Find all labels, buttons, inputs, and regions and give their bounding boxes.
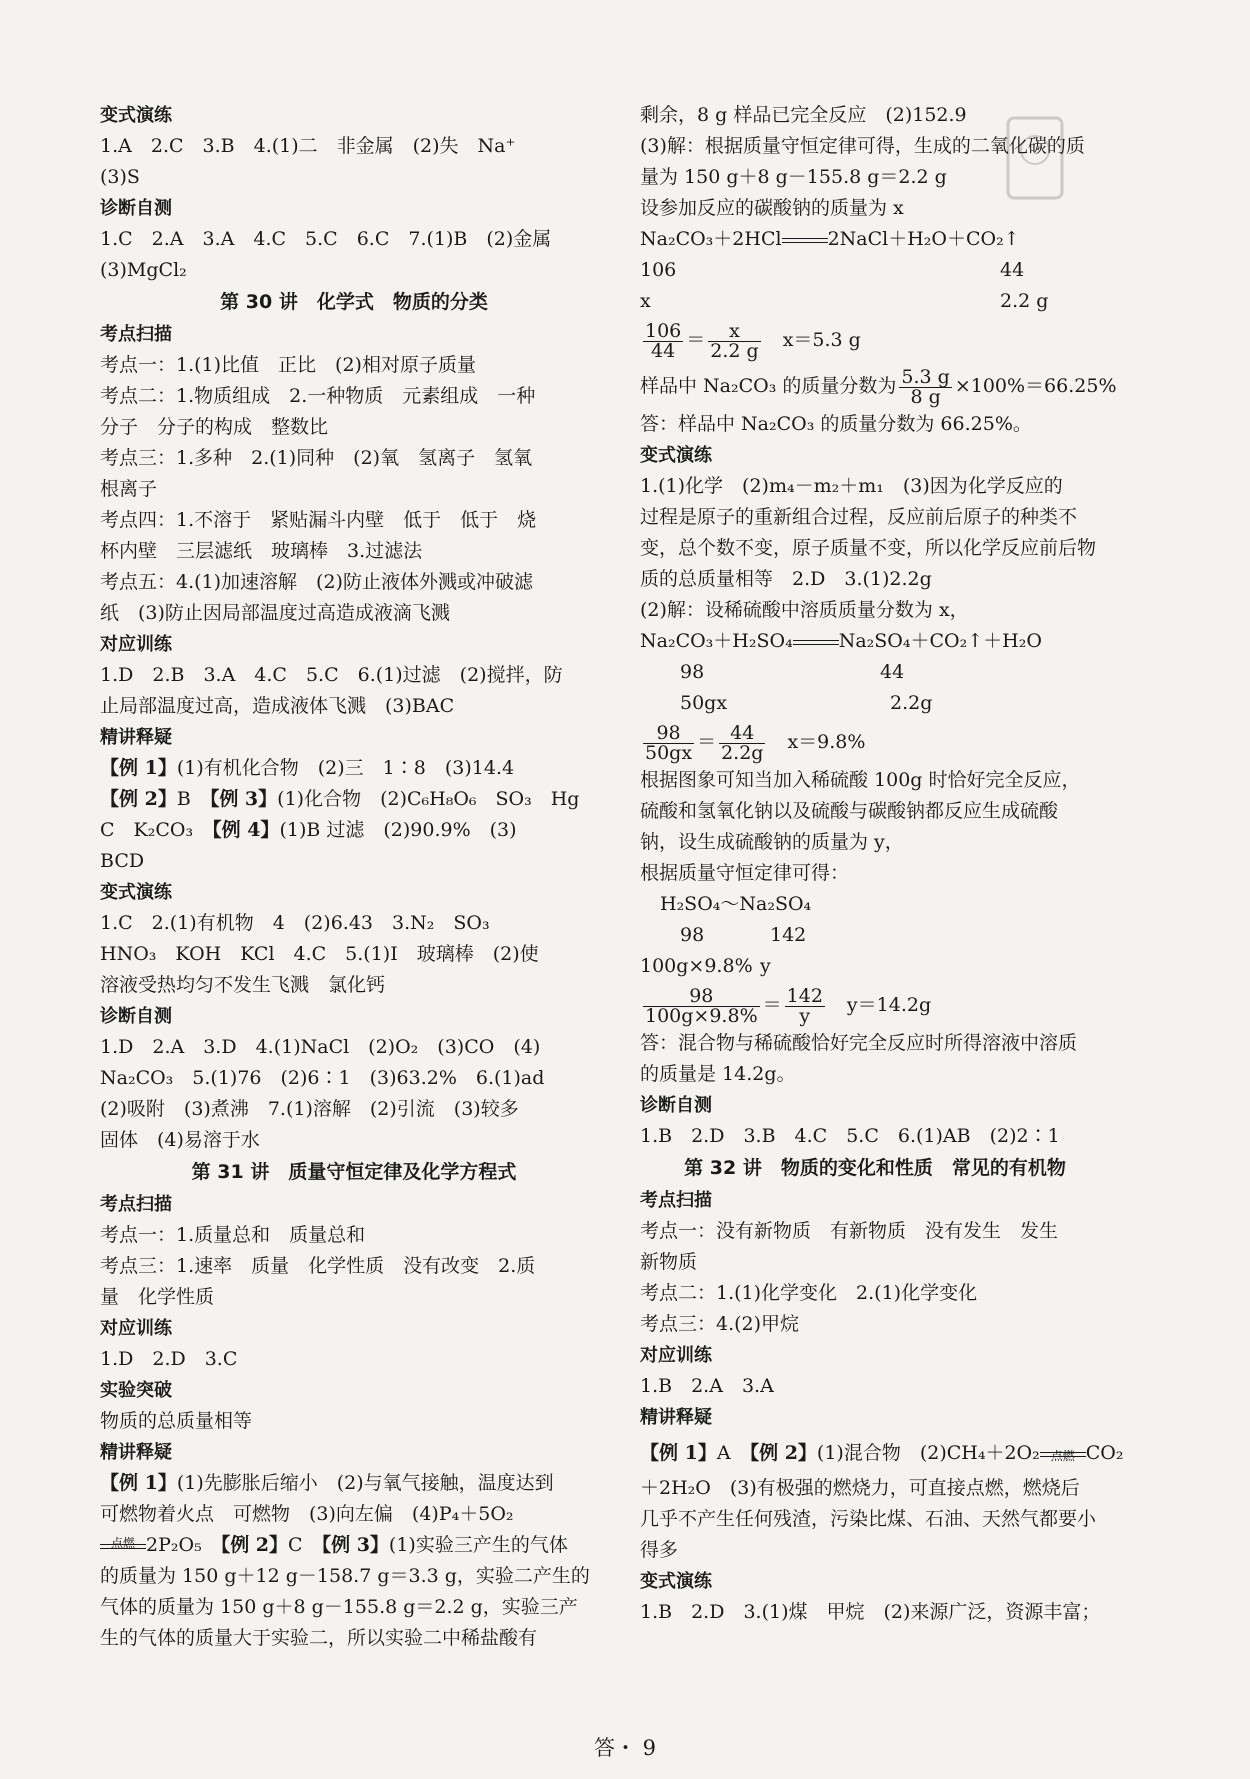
answer-line xyxy=(100,1468,608,1499)
answer-line: 考点五：4.(1)加速溶解 (2)防止液体外溅或冲破滤 xyxy=(100,571,533,593)
numerator: 44 xyxy=(719,724,765,744)
answer-line: 物质的总质量相等 xyxy=(100,1410,253,1432)
answer-line: (3)MgCl₂ xyxy=(100,259,187,281)
ratio-line xyxy=(640,286,1110,317)
answer-text: C xyxy=(288,1534,322,1556)
equals-sign: ＝ xyxy=(697,731,717,753)
result: y＝14.2g xyxy=(827,994,932,1016)
numerator: 106 xyxy=(645,319,682,342)
ratio-line xyxy=(640,688,1110,719)
fraction-line xyxy=(640,363,1117,409)
section-heading: 变式演练 xyxy=(100,105,172,126)
section-heading: 变式演练 xyxy=(640,1571,712,1592)
fraction xyxy=(643,319,683,362)
fraction xyxy=(643,984,760,1027)
numerator: x xyxy=(708,322,760,342)
lesson-title: 第 32 讲 物质的变化和性质 常见的有机物 xyxy=(684,1157,1066,1179)
answer-line: 钠，设生成硫酸钠的质量为 y， xyxy=(640,831,904,853)
answer-line xyxy=(100,1530,608,1561)
reaction-arrow xyxy=(100,1535,146,1550)
page-number: 答・ 9 xyxy=(593,1736,657,1760)
answer-line: 设参加反应的碳酸钠的质量为 x xyxy=(640,197,904,219)
answer-line: 考点一：1.(1)比值 正比 (2)相对原子质量 xyxy=(100,354,476,376)
example-tag: 【例 2】 xyxy=(220,1534,289,1556)
section-heading: 变式演练 xyxy=(640,445,712,466)
result: x＝9.8% xyxy=(768,731,866,753)
answer-line: 溶液受热均匀不发生飞溅 氯化钙 xyxy=(100,974,386,996)
ratio-line xyxy=(640,951,1110,982)
example-tag: 【例 1】 xyxy=(100,757,177,779)
answer-line: (3)S xyxy=(100,166,140,188)
ratio-line xyxy=(640,920,1110,951)
answer-line xyxy=(640,1433,1124,1473)
answer-line: 考点二：1.(1)化学变化 2.(1)化学变化 xyxy=(640,1282,978,1304)
result: ×100%＝66.25% xyxy=(954,375,1117,397)
right-column xyxy=(640,100,1124,1628)
answer-line: 的质量为 150 g＋12 g－158.7 g＝3.3 g，实验二产生的 xyxy=(100,1565,590,1587)
answer-line: 根据图象可知当加入稀硫酸 100g 时恰好完全反应， xyxy=(640,769,1081,791)
ratio-left: 106 xyxy=(640,259,677,281)
numerator: 142 xyxy=(786,984,823,1007)
answer-text: (1)混合物 (2)CH₄＋2O₂ xyxy=(816,1442,1040,1464)
answer-line: 固体 (4)易溶于水 xyxy=(100,1129,260,1151)
section-heading: 实验突破 xyxy=(100,1380,172,1401)
example-tag: 【例 1】 xyxy=(640,1442,717,1464)
fraction xyxy=(719,721,765,764)
example-tag: 【例 1】 xyxy=(100,1472,177,1494)
answer-line: 1.B 2.D 3.(1)煤 甲烷 (2)来源广泛，资源丰富； xyxy=(640,1601,1101,1623)
numerator: 5.3 g xyxy=(901,365,950,388)
reactants: Na₂CO₃＋H₂SO₄ xyxy=(640,630,793,652)
answer-line: 1.D 2.D 3.C xyxy=(100,1348,238,1370)
denominator: 2.2g xyxy=(721,741,764,764)
equals-sign: ＝ xyxy=(686,329,706,351)
denominator: 8 g xyxy=(910,385,941,408)
ratio-left: 50gx xyxy=(680,692,728,714)
example-tag: 【例 2】 xyxy=(100,788,177,810)
example-tag: 【例 4】 xyxy=(212,819,280,841)
answer-text: B xyxy=(176,788,210,810)
answer-text: A xyxy=(716,1442,750,1464)
ratio-right: 2.2g xyxy=(890,692,933,714)
fraction xyxy=(899,365,951,408)
answer-line: 杯内壁 三层滤纸 玻璃棒 3.过滤法 xyxy=(100,540,423,562)
answer-line: 1.A 2.C 3.B 4.(1)二 非金属 (2)失 Na⁺ xyxy=(100,135,516,157)
products: 2NaCl＋H₂O＋CO₂↑ xyxy=(827,228,1020,250)
answer-line: 1.(1)化学 (2)m₄－m₂＋m₁ (3)因为化学反应的 xyxy=(640,475,1063,497)
section-heading: 诊断自测 xyxy=(100,198,172,219)
answer-line: 剩余，8 g 样品已完全反应 (2)152.9 xyxy=(640,104,967,126)
fraction xyxy=(643,721,694,764)
lesson-title: 第 31 讲 质量守恒定律及化学方程式 xyxy=(191,1161,517,1183)
answer-line: 硫酸和氢氧化钠以及硫酸与碳酸钠都反应生成硫酸 xyxy=(640,800,1059,822)
answer-text: CO₂ xyxy=(1085,1442,1124,1464)
answer-text: (1)先膨胀后缩小 (2)与氧气接触，温度达到 xyxy=(176,1472,554,1494)
ratio-line xyxy=(640,657,1110,688)
answer-line: 1.C 2.A 3.A 4.C 5.C 6.C 7.(1)B (2)金属 xyxy=(100,228,552,250)
answer-line: 几乎不产生任何残渣，污染比煤、石油、天然气都要小 xyxy=(640,1508,1097,1530)
answer-line: 考点四：1.不溶于 紧贴漏斗内壁 低于 低于 烧 xyxy=(100,509,537,531)
ratio-right: 44 xyxy=(1000,259,1025,281)
section-heading: 对应训练 xyxy=(640,1345,712,1366)
numerator: 98 xyxy=(643,724,694,744)
section-heading: 诊断自测 xyxy=(640,1095,712,1116)
answer-line: 量 化学性质 xyxy=(100,1286,215,1308)
ratio-left: x xyxy=(640,290,651,312)
answer-text: C K₂CO₃ xyxy=(100,819,213,841)
fraction xyxy=(708,319,760,362)
section-heading: 考点扫描 xyxy=(640,1190,712,1211)
answer-text: (1)实验三产生的气体 xyxy=(388,1534,568,1556)
ratio-right: 2.2 g xyxy=(1000,290,1049,312)
ratio-left: 100g×9.8% xyxy=(640,955,753,977)
reaction-arrow xyxy=(793,640,839,645)
answer-line: 1.D 2.B 3.A 4.C 5.C 6.(1)过滤 (2)搅拌，防 xyxy=(100,664,563,686)
ratio-left: 98 xyxy=(680,661,705,683)
answer-text: 2P₂O₅ xyxy=(146,1534,221,1556)
answer-line: 得多 xyxy=(640,1539,679,1561)
example-tag: 【例 2】 xyxy=(749,1442,817,1464)
reaction-condition: 点燃 xyxy=(1050,1448,1075,1463)
answer-line: 1.D 2.A 3.D 4.(1)NaCl (2)O₂ (3)CO (4) xyxy=(100,1036,541,1058)
answer-text: (1)化合物 (2)C₆H₈O₆ SO₃ Hg xyxy=(277,788,580,810)
example-tag: 【例 3】 xyxy=(209,788,278,810)
answer-line: 考点三：1.速率 质量 化学性质 没有改变 2.质 xyxy=(100,1255,536,1277)
fraction-line xyxy=(640,317,1110,363)
answer-line: 气体的质量为 150 g＋8 g－155.8 g＝2.2 g，实验三产 xyxy=(100,1596,578,1618)
section-heading: 精讲释疑 xyxy=(100,1442,172,1463)
answer-line: 根离子 xyxy=(100,478,158,500)
answer-line: (2)解：设稀硫酸中溶质质量分数为 x， xyxy=(640,599,969,621)
answer-line: 1.C 2.(1)有机物 4 (2)6.43 3.N₂ SO₃ xyxy=(100,912,490,934)
equation-line xyxy=(640,224,1110,255)
answer-line: 质的总质量相等 2.D 3.(1)2.2g xyxy=(640,568,932,590)
answer-line xyxy=(100,753,608,784)
section-heading: 考点扫描 xyxy=(100,324,172,345)
answer-line: 考点二：1.物质组成 2.一种物质 元素组成 一种 xyxy=(100,385,536,407)
denominator: y xyxy=(799,1004,811,1027)
stamp-icon xyxy=(1000,110,1070,205)
products: Na₂SO₄＋CO₂↑＋H₂O xyxy=(838,630,1042,652)
answer-line: 根据质量守恒定律可得： xyxy=(640,862,850,884)
section-heading: 诊断自测 xyxy=(100,1006,172,1027)
answer-line: 止局部温度过高，造成液体飞溅 (3)BAC xyxy=(100,695,455,717)
ratio-left: 98 xyxy=(680,924,705,946)
answer-line: 考点三：1.多种 2.(1)同种 (2)氧 氢离子 氢氧 xyxy=(100,447,533,469)
answer-text: (1)有机化合物 (2)三 1∶8 (3)14.4 xyxy=(176,757,515,779)
section-heading: 精讲释疑 xyxy=(640,1407,712,1428)
answer-line xyxy=(100,815,608,846)
answer-text: 样品中 Na₂CO₃ 的质量分数为 xyxy=(640,375,897,397)
answer-line: (2)吸附 (3)煮沸 7.(1)溶解 (2)引流 (3)较多 xyxy=(100,1098,519,1120)
answer-line: Na₂CO₃ 5.(1)76 (2)6∶1 (3)63.2% 6.(1)ad xyxy=(100,1067,545,1089)
answer-line: 纸 (3)防止因局部温度过高造成液滴飞溅 xyxy=(100,602,450,624)
ratio-right: y xyxy=(760,955,771,977)
answer-line: 可燃物着火点 可燃物 (3)向左偏 (4)P₄＋5O₂ xyxy=(100,1503,514,1525)
section-heading: 考点扫描 xyxy=(100,1194,172,1215)
fraction xyxy=(785,984,825,1027)
answer-line: H₂SO₄～Na₂SO₄ xyxy=(660,893,812,915)
reaction-arrow xyxy=(1040,1448,1086,1463)
example-tag: 【例 3】 xyxy=(321,1534,389,1556)
answer-line: 的质量是 14.2g。 xyxy=(640,1063,796,1085)
denominator: 2.2 g xyxy=(710,339,759,362)
answer-line: 1.B 2.D 3.B 4.C 5.C 6.(1)AB (2)2∶1 xyxy=(640,1125,1060,1147)
result: x＝5.3 g xyxy=(763,329,861,351)
denominator: 44 xyxy=(651,339,676,362)
fraction-line xyxy=(640,982,1110,1028)
ratio-right: 44 xyxy=(880,661,905,683)
section-heading: 对应训练 xyxy=(100,634,172,655)
answer-line: BCD xyxy=(100,850,145,872)
answer-line: (3)解：根据质量守恒定律可得，生成的二氧化碳的质 xyxy=(640,135,1085,157)
equals-sign: ＝ xyxy=(762,994,782,1016)
answer-line xyxy=(100,784,608,815)
answer-line: 考点一：1.质量总和 质量总和 xyxy=(100,1224,366,1246)
left-column xyxy=(100,100,608,1654)
answer-line: 考点三：4.(2)甲烷 xyxy=(640,1313,800,1335)
answer-text: (1)B 过滤 (2)90.9% (3) xyxy=(279,819,517,841)
equation-line xyxy=(640,626,1110,657)
section-heading: 对应训练 xyxy=(100,1318,172,1339)
answer-line: 分子 分子的构成 整数比 xyxy=(100,416,329,438)
answer-line: 变，总个数不变，原子质量不变，所以化学反应前后物 xyxy=(640,537,1097,559)
ratio-line xyxy=(640,255,1110,286)
fraction-line xyxy=(640,719,1110,765)
numerator: 98 xyxy=(643,987,760,1007)
lesson-title: 第 30 讲 化学式 物质的分类 xyxy=(220,291,488,313)
section-heading: 精讲释疑 xyxy=(100,727,172,748)
reactants: Na₂CO₃＋2HCl xyxy=(640,228,782,250)
section-heading: 变式演练 xyxy=(100,882,172,903)
answer-line: ＋2H₂O (3)有极强的燃烧力，可直接点燃，燃烧后 xyxy=(640,1477,1080,1499)
answer-line: 过程是原子的重新组合过程，反应前后原子的种类不 xyxy=(640,506,1078,528)
denominator: 50gx xyxy=(645,741,693,764)
answer-line: 生的气体的质量大于实验二，所以实验二中稀盐酸有 xyxy=(100,1627,538,1649)
denominator: 100g×9.8% xyxy=(645,1004,758,1027)
answer-line: 考点一：没有新物质 有新物质 没有发生 发生 xyxy=(640,1220,1059,1242)
answer-line: 答：样品中 Na₂CO₃ 的质量分数为 66.25%。 xyxy=(640,413,1032,435)
reaction-arrow xyxy=(782,238,828,243)
answer-line: 量为 150 g＋8 g－155.8 g＝2.2 g xyxy=(640,166,947,188)
answer-line: 1.B 2.A 3.A xyxy=(640,1375,774,1397)
ratio-right: 142 xyxy=(770,924,807,946)
reaction-condition: 点燃 xyxy=(110,1535,135,1550)
answer-line: 答：混合物与稀硫酸恰好完全反应时所得溶液中溶质 xyxy=(640,1032,1078,1054)
answer-line: 新物质 xyxy=(640,1251,698,1273)
answer-line: HNO₃ KOH KCl 4.C 5.(1)I 玻璃棒 (2)使 xyxy=(100,943,539,965)
